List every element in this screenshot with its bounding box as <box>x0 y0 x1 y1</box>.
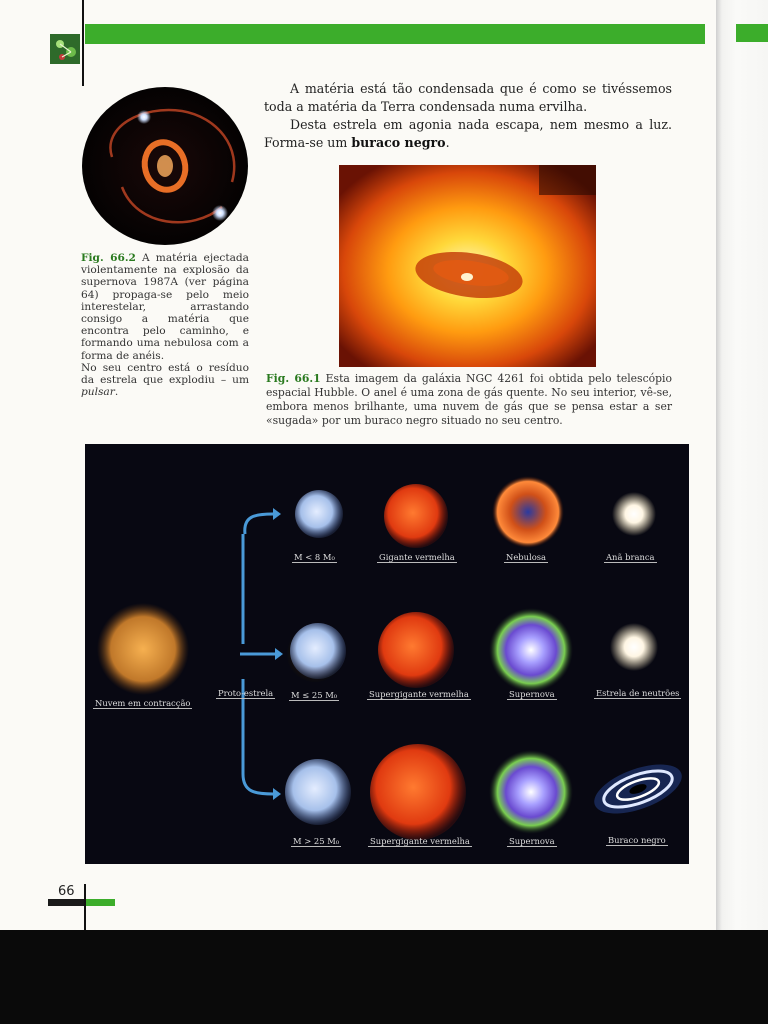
figure-label: Fig. 66.1 <box>266 372 321 385</box>
black-hole <box>588 754 688 823</box>
header-bar <box>85 24 705 44</box>
label-neutron-star: Estrela de neutrões <box>596 688 680 698</box>
supernova <box>489 608 573 692</box>
caption-text: Esta imagem da galáxia NGC 4261 foi obtida pelo telescópio espacial Hubble. O anel é uma zona de gás quente. No seu interior, vê-se, embora menos brilhante, uma nuvem de gás que se pensa estar a ser «sugada» por um buraco negro situado no seu centro. <box>266 372 672 427</box>
intro-paragraph-2 <box>264 116 672 152</box>
intro-paragraph-1: A matéria está tão condensada que é como se tivéssemos toda a matéria da Terra condensada numa ervilha. <box>264 81 672 114</box>
star-small-mass <box>295 490 343 538</box>
next-page-header-bar <box>736 24 768 42</box>
label-contracting-cloud: Nuvem em contracção <box>95 698 191 708</box>
label-white-dwarf: Anã branca <box>606 552 655 562</box>
star-medium-mass <box>290 623 346 679</box>
figure-label: Fig. 66.2 <box>81 252 136 264</box>
page-number: 66 <box>58 884 75 899</box>
label-red-supergiant: Supergigante vermelha <box>370 836 470 846</box>
next-page-edge <box>716 0 768 930</box>
white-dwarf <box>612 492 656 536</box>
intro-text <box>264 80 672 152</box>
footer-rule <box>84 884 86 930</box>
intro-text-run: . <box>445 135 450 150</box>
label-mass-row-3: M > 25 M₀ <box>293 836 340 846</box>
label-red-supergiant: Supergigante vermelha <box>369 689 469 699</box>
ngc-4261-image <box>339 165 596 367</box>
supernova-1987a-image <box>82 87 248 245</box>
label-red-giant: Gigante vermelha <box>379 552 455 562</box>
label-supernova: Supernova <box>509 689 555 699</box>
footer-bar-dark <box>48 899 86 906</box>
label-proto-star: Proto-estrela <box>218 688 274 698</box>
stellar-evolution-diagram <box>85 444 689 864</box>
pulsar-term: pulsar <box>81 386 115 399</box>
red-supergiant <box>370 744 466 840</box>
label-mass-row-1: M < 8 M₀ <box>294 552 335 562</box>
label-supernova: Supernova <box>509 836 555 846</box>
red-giant <box>384 484 448 548</box>
caption-text: No seu centro está o resíduo da estrela que explodiu – um <box>81 361 249 387</box>
molecule-icon <box>50 34 80 64</box>
supernova <box>489 750 573 834</box>
header-rule <box>82 0 84 86</box>
red-supergiant <box>378 612 454 688</box>
nebula <box>492 476 564 548</box>
caption-text: . <box>114 386 119 399</box>
label-nebula: Nebulosa <box>506 552 547 562</box>
label-black-hole: Buraco negro <box>608 835 666 845</box>
figure-66-2-caption <box>81 252 249 398</box>
caption-text: A matéria ejectada violentamente na explosão da supernova 1987A (ver página 64) propaga-se pelo meio interestelar, arrastando consigo a matéria que encontra pelo caminho, e formando uma nebulosa com a forma de anéis. <box>81 252 249 362</box>
footer-bar-green <box>86 899 115 906</box>
figure-66-1-caption <box>266 372 672 428</box>
diagram-graphics <box>85 444 689 864</box>
intro-text-run: Desta estrela em agonia nada escapa, nem mesmo a luz. Forma-se um <box>264 117 672 150</box>
label-mass-row-2: M ≤ 25 M₀ <box>291 690 338 700</box>
black-hole-term: buraco negro <box>351 135 446 150</box>
contracting-cloud <box>97 603 189 695</box>
star-large-mass <box>285 759 351 825</box>
neutron-star <box>610 623 658 671</box>
